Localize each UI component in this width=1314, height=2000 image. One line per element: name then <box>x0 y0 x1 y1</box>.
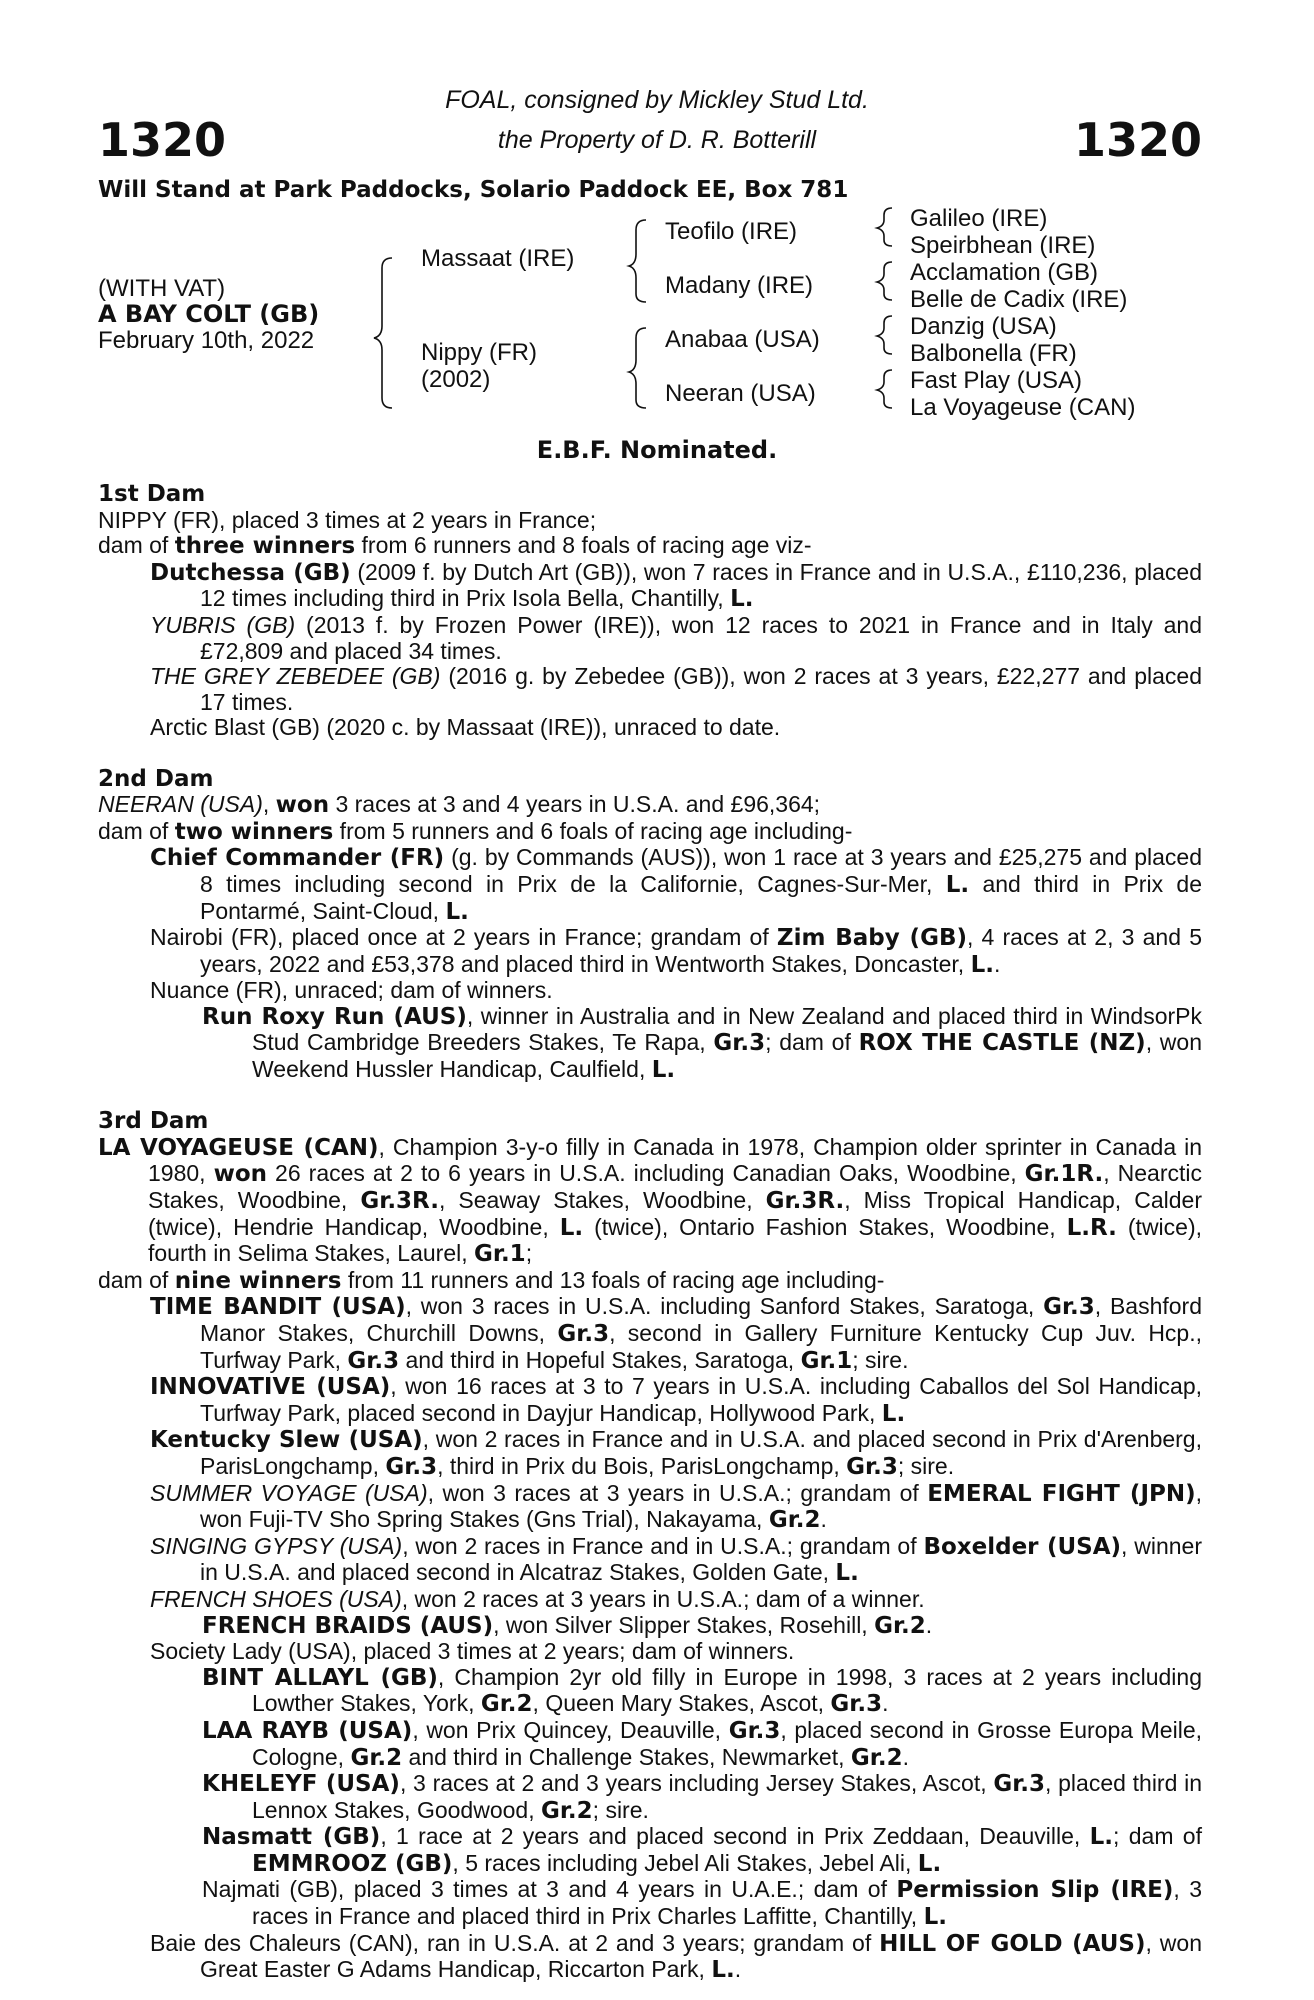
brace-sire <box>629 220 646 302</box>
pedigree-entry: SINGING GYPSY (USA), won 2 races in France and in U.S.A.; grandam of Boxelder (USA), winner in U.S.A. and placed second in Alcatraz Stakes, Golden Gate, L. <box>150 1532 1202 1587</box>
pedigree-entry: dam of nine winners from 11 runners and 13 foals of racing age including- <box>98 1266 885 1294</box>
pedigree-g5: Danzig (USA) <box>910 313 1057 340</box>
pedigree-entry: Run Roxy Run (AUS), winner in Australia and in New Zealand and placed third in WindsorPk Stud Cambridge Breeders Stakes, Te Rapa, Gr.3; dam of ROX THE CASTLE (NZ), won Weekend Hussler Handicap, Caulfield, L. <box>202 1002 1202 1084</box>
pedigree-entry: FRENCH BRAIDS (AUS), won Silver Slipper Stakes, Rosehill, Gr.2. <box>202 1611 933 1639</box>
property-line: the Property of D. R. Botterill <box>497 126 817 154</box>
section-gap <box>98 741 1202 767</box>
pedigree-entry: NIPPY (FR), placed 3 times at 2 years in France; <box>98 506 597 533</box>
pedigree-entry: SUMMER VOYAGE (USA), won 3 races at 3 years in U.S.A.; grandam of EMERAL FIGHT (JPN), won Fuji-TV Sho Spring Stakes (Gns Trial), Nakayama, Gr.2. <box>150 1479 1203 1534</box>
pedigree-braces <box>0 0 1314 440</box>
dam-sections <box>98 482 1202 1984</box>
pedigree-g6: Balbonella (FR) <box>910 340 1077 367</box>
pedigree-entry: NEERAN (USA), won 3 races at 3 and 4 years in U.S.A. and £96,364; <box>98 791 821 819</box>
pedigree-entry: dam of two winners from 5 runners and 6 foals of racing age including- <box>98 817 853 845</box>
pedigree-g7: Fast Play (USA) <box>910 367 1083 394</box>
pedigree-entry: Kentucky Slew (USA), won 2 races in France and in U.S.A. and placed second in Prix d'Arenberg, ParisLongchamp, Gr.3, third in Prix du Bois, ParisLongchamp, Gr.3; sire. <box>150 1426 1202 1480</box>
pedigree-entry: LA VOYAGEUSE (CAN), Champion 3-y-o filly in Canada in 1978, Champion older sprinter in Canada in 1980, won 26 races at 2 to 6 years in U.S.A. including Canadian Oaks, Woodbine, Gr.1R., Nearctic Stakes, Woodbine, Gr.3R., Seaway Stakes, Woodbine, Gr.3R., Miss Tropical Handicap, Calder (twice), Hendrie Handicap, Woodbine, L. (twice), Ontario Fashion Stakes, Woodbine, L.R. (twice), fourth in Selima Stakes, Laurel, Gr.1; <box>98 1133 1202 1268</box>
pedigree-entry: Arctic Blast (GB) (2020 c. by Massaat (IRE)), unraced to date. <box>150 714 781 741</box>
pedigree-entry: THE GREY ZEBEDEE (GB) (2016 g. by Zebedee (GB)), won 2 races at 3 years, £22,277 and placed 17 times. <box>150 663 1202 715</box>
pedigree-entry: LAA RAYB (USA), won Prix Quincey, Deauville, Gr.3, placed second in Grosse Europa Meile, Cologne, Gr.2 and third in Challenge Stakes, Newmarket, Gr.2. <box>202 1716 1202 1771</box>
pedigree-g3: Acclamation (GB) <box>910 259 1099 286</box>
section-heading: 1st Dam <box>98 481 206 507</box>
pedigree-entry: Nuance (FR), unraced; dam of winners. <box>150 977 553 1004</box>
section-gap <box>98 1084 1202 1110</box>
pedigree-entry: Chief Commander (FR) (g. by Commands (AUS)), won 1 race at 3 years and £25,275 and placed 8 times including second in Prix de la Californie, Cagnes-Sur-Mer, L. and third in Prix de Pontarmé, Saint-Cloud, L. <box>150 844 1202 925</box>
section-heading: 2nd Dam <box>98 765 214 792</box>
brace-dam <box>629 328 646 408</box>
pedigree-entry: dam of three winners from 6 runners and 8 foals of racing age viz- <box>98 532 812 560</box>
section-heading: 3rd Dam <box>98 1108 209 1135</box>
pedigree-entry: Baie des Chaleurs (CAN), ran in U.S.A. at 2 and 3 years; grandam of HILL OF GOLD (AUS), won Great Easter G Adams Handicap, Riccarton Park, L.. <box>150 1929 1202 1984</box>
lot-number-left: 1320 <box>98 113 227 167</box>
ebf-nominated: E.B.F. Nominated. <box>536 436 778 464</box>
pedigree-g1: Galileo (IRE) <box>910 205 1048 232</box>
pedigree-dam-sire: Anabaa (USA) <box>665 326 820 353</box>
lot-number-right: 1320 <box>1073 113 1202 167</box>
pedigree-sire: Massaat (IRE) <box>421 245 575 272</box>
consignor-line: FOAL, consigned by Mickley Stud Ltd. <box>445 86 869 114</box>
pedigree-g4: Belle de Cadix (IRE) <box>910 286 1128 313</box>
pedigree-g2: Speirbhean (IRE) <box>910 232 1096 259</box>
pedigree-entry: Society Lady (USA), placed 3 times at 2 years; dam of winners. <box>150 1638 795 1665</box>
pedigree-g8: La Voyageuse (CAN) <box>910 394 1136 421</box>
pedigree-dam: Nippy (FR) <box>421 339 538 366</box>
pedigree-sire-dam: Madany (IRE) <box>665 272 814 299</box>
pedigree-entry: Nasmatt (GB), 1 race at 2 years and placed second in Prix Zeddaan, Deauville, L.; dam of EMMROOZ (GB), 5 races including Jebel Ali Stakes, Jebel Ali, L. <box>202 1823 1202 1877</box>
vat-label: (WITH VAT) <box>98 275 226 302</box>
horse-name: A BAY COLT (GB) <box>98 300 320 328</box>
pedigree-entry: Nairobi (FR), placed once at 2 years in France; grandam of Zim Baby (GB), 4 races at 2, 3 and 5 years, 2022 and £53,378 and placed third in Wentworth Stakes, Doncaster, L.. <box>150 924 1202 978</box>
pedigree-entry: Najmati (GB), placed 3 times at 3 and 4 years in U.A.E.; dam of Permission Slip (IRE), 3 races in France and placed third in Prix Charles Laffitte, Chantilly, L. <box>202 1876 1202 1931</box>
brace-main <box>374 258 392 408</box>
pedigree-dam-dam: Neeran (USA) <box>665 380 816 407</box>
pedigree-entry: BINT ALLAYL (GB), Champion 2yr old filly in Europe in 1998, 3 races at 2 years including Lowther Stakes, York, Gr.2, Queen Mary Stakes, Ascot, Gr.3. <box>202 1663 1202 1718</box>
pedigree-entry: INNOVATIVE (USA), won 16 races at 3 to 7 years in U.S.A. including Caballos del Sol Handicap, Turfway Park, placed second in Dayjur Handicap, Hollywood Park, L. <box>150 1373 1202 1427</box>
pedigree-entry: Dutchessa (GB) (2009 f. by Dutch Art (GB)), won 7 races in France and in U.S.A., £110,236, placed 12 times including third in Prix Isola Bella, Chantilly, L. <box>150 558 1202 613</box>
pedigree-entry: YUBRIS (GB) (2013 f. by Frozen Power (IRE)), won 12 races to 2021 in France and in Italy and £72,809 and placed 34 times. <box>150 611 1202 664</box>
stand-line: Will Stand at Park Paddocks, Solario Paddock EE, Box 781 <box>98 177 849 203</box>
pedigree-dam-year: (2002) <box>421 366 491 393</box>
foaling-date: February 10th, 2022 <box>98 327 315 354</box>
pedigree-entry: KHELEYF (USA), 3 races at 2 and 3 years including Jersey Stakes, Ascot, Gr.3, placed third in Lennox Stakes, Goodwood, Gr.2; sire. <box>202 1770 1203 1824</box>
pedigree-entry: FRENCH SHOES (USA), won 2 races at 3 years in U.S.A.; dam of a winner. <box>150 1585 925 1612</box>
pedigree-sire-sire: Teofilo (IRE) <box>665 218 798 245</box>
pedigree-entry: TIME BANDIT (USA), won 3 races in U.S.A. including Sanford Stakes, Saratoga, Gr.3, Bashford Manor Stakes, Churchill Downs, Gr.3, second in Gallery Furniture Kentucky Cup Juv. Hcp., Turfway Park, Gr.3 and third in Hopeful Stakes, Saratoga, Gr.1; sire. <box>150 1293 1203 1374</box>
